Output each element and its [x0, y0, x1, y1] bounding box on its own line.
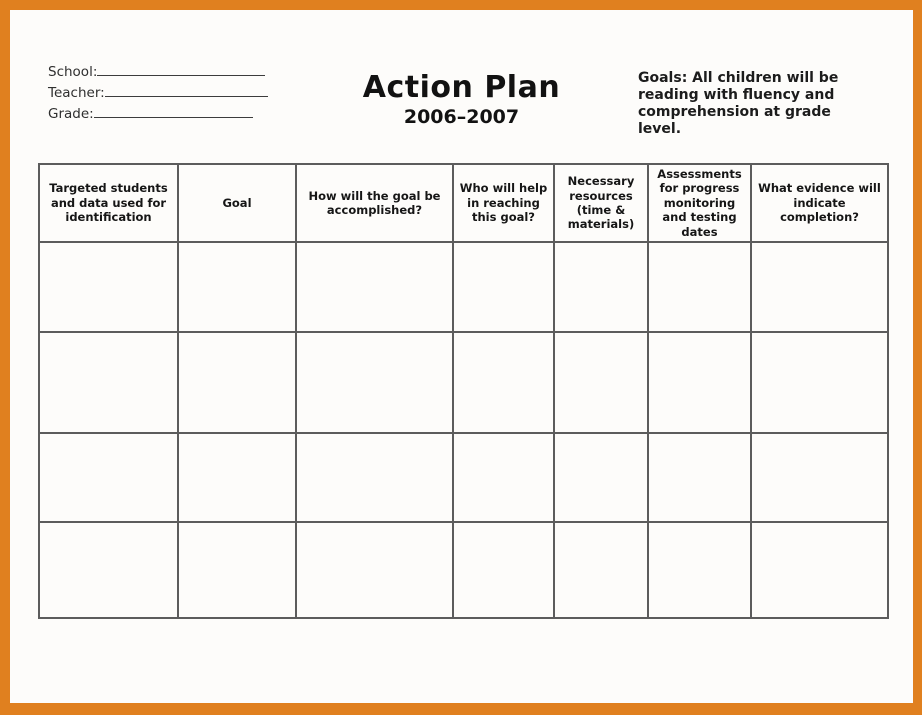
table-cell: [751, 242, 888, 332]
header-what-evidence: What evidence will indicate completion?: [751, 164, 888, 242]
table-header-row: [39, 164, 888, 242]
table-cell: [648, 332, 751, 433]
header-assessments: Assessments for progress monitoring and testing dates: [648, 164, 751, 242]
table-cell: [648, 522, 751, 618]
header-goal: Goal: [178, 164, 296, 242]
table-cell: [296, 433, 453, 522]
table-cell: [178, 433, 296, 522]
table-row: [39, 332, 888, 433]
school-label: School:: [48, 64, 98, 80]
table-cell: [453, 433, 554, 522]
table-cell: [178, 242, 296, 332]
table-cell: [554, 332, 648, 433]
table-cell: [296, 332, 453, 433]
table-cell: [751, 433, 888, 522]
table-cell: [39, 242, 178, 332]
table-cell: [453, 332, 554, 433]
table-cell: [39, 332, 178, 433]
table-row: [39, 242, 888, 332]
table-cell: [648, 433, 751, 522]
table-cell: [554, 433, 648, 522]
action-plan-table: [38, 163, 889, 619]
table-cell: [39, 522, 178, 618]
table-cell: [39, 433, 178, 522]
table-cell: [453, 242, 554, 332]
table-cell: [178, 522, 296, 618]
goals-statement: Goals: All children will be reading with fluency and comprehension at grade level.: [638, 70, 839, 138]
grade-label: Grade:: [48, 106, 94, 122]
header-how-accomplished: How will the goal be accomplished?: [296, 164, 453, 242]
table-cell: [751, 332, 888, 433]
table-cell: [554, 522, 648, 618]
table-cell: [296, 522, 453, 618]
header-who-will-help: Who will help in reaching this goal?: [453, 164, 554, 242]
header-necessary-resources: Necessary resources (time & materials): [554, 164, 648, 242]
school-year: 2006–2007: [403, 106, 520, 128]
table-cell: [453, 522, 554, 618]
table-row: [39, 522, 888, 618]
page-title: Action Plan: [362, 70, 561, 105]
table-row: [39, 433, 888, 522]
table-cell: [178, 332, 296, 433]
table-cell: [296, 242, 453, 332]
table-cell: [751, 522, 888, 618]
table-cell: [648, 242, 751, 332]
teacher-label: Teacher:: [48, 85, 105, 101]
header-targeted-students: Targeted students and data used for identification: [39, 164, 178, 242]
table-cell: [554, 242, 648, 332]
